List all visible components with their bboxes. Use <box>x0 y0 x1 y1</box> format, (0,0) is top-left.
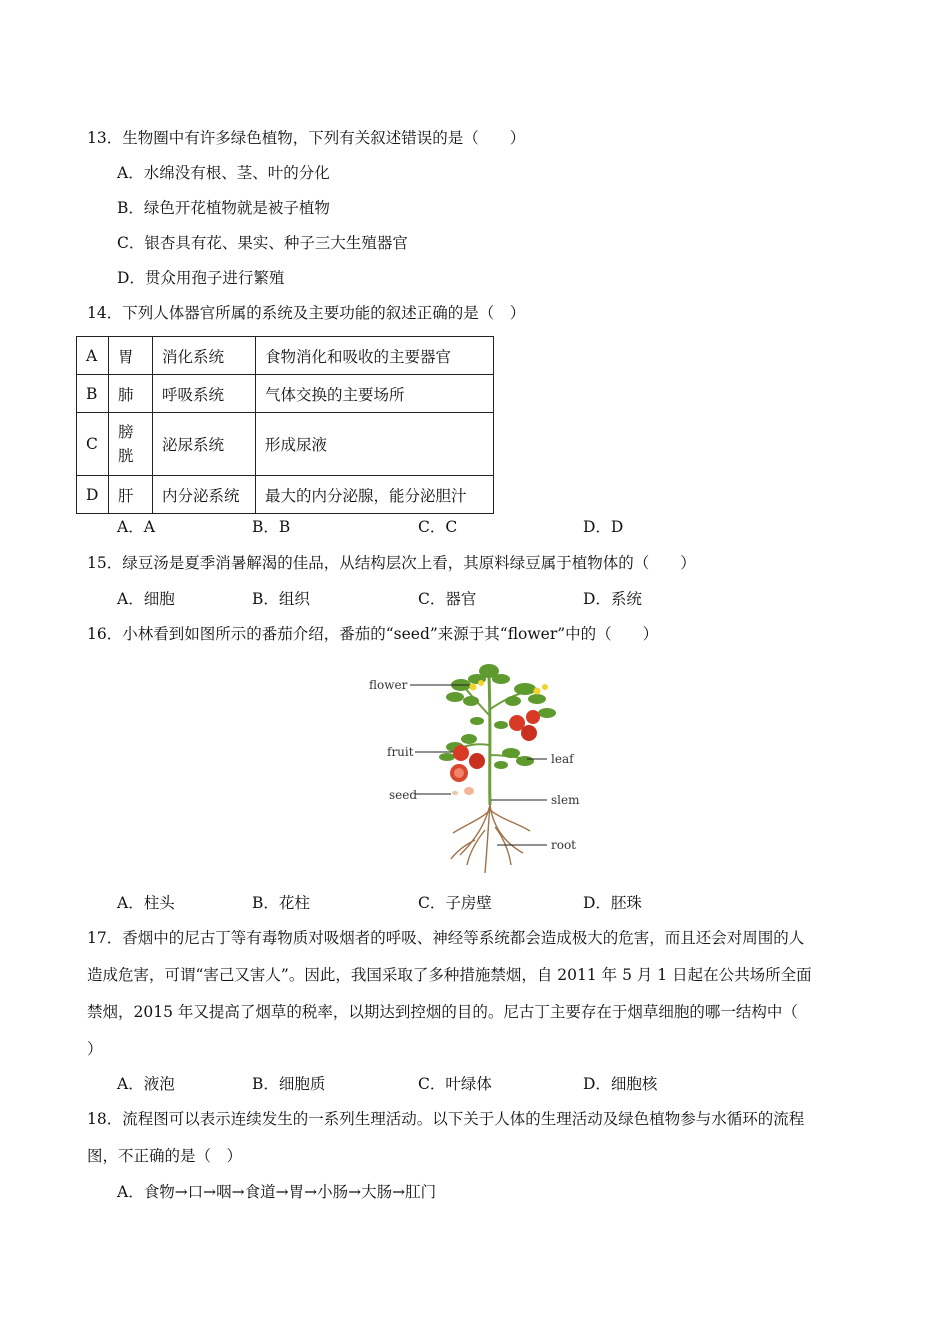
q17-option-b: B．细胞质 <box>252 1075 326 1093</box>
table-cell: 泌尿系统 <box>153 413 256 476</box>
q13-option-c: C．银杏具有花、果实、种子三大生殖器官 <box>117 234 408 252</box>
fruit-label: fruit <box>387 745 414 759</box>
leaf-label: leaf <box>551 752 574 766</box>
table-cell: 肝 <box>109 476 153 514</box>
organ-char: 胱 <box>118 447 134 465</box>
q16-option-b: B．花柱 <box>252 894 310 912</box>
table-cell: 气体交换的主要场所 <box>256 375 494 413</box>
q16-option-c: C．子房壁 <box>418 894 492 912</box>
main-stem <box>489 675 490 805</box>
table-cell: 食物消化和吸收的主要器官 <box>256 337 494 375</box>
q18-option-a: A．食物→口→咽→食道→胃→小肠→大肠→肛门 <box>117 1183 437 1201</box>
table-row <box>77 413 494 476</box>
table-cell <box>109 413 153 476</box>
table-cell: 胃 <box>109 337 153 375</box>
table-cell: 内分泌系统 <box>153 476 256 514</box>
table-cell: 呼吸系统 <box>153 375 256 413</box>
q14-options <box>0 517 950 537</box>
table-row <box>77 337 494 375</box>
q14-option-c: C．C <box>418 518 458 536</box>
q17-line-2: 造成危害，可谓“害己又害人”。因此，我国采取了多种措施禁烟，自 2011 年 5 月 1 日起在公共场所全面 <box>87 966 812 984</box>
table-cell: B <box>77 375 109 413</box>
q18-line-2: 图，不正确的是（ ） <box>87 1147 243 1165</box>
q17-line-3: 禁烟，2015 年又提高了烟草的税率，以期达到控烟的目的。尼古丁主要存在于烟草细胞的哪一结构中（ <box>87 1003 798 1021</box>
q15-option-c: C．器官 <box>418 590 477 608</box>
table-cell: C <box>77 413 109 476</box>
q14-option-d: D．D <box>583 518 624 536</box>
table-cell: 形成尿液 <box>256 413 494 476</box>
q17-option-c: C．叶绿体 <box>418 1075 492 1093</box>
q18-line-1: 18．流程图可以表示连续发生的一系列生理活动。以下关于人体的生理活动及绿色植物参与水循环的流程 <box>87 1110 805 1128</box>
root-label: root <box>551 838 577 852</box>
organ-table <box>76 336 494 514</box>
flower-label: flower <box>369 678 408 692</box>
q13-option-b: B．绿色开花植物就是被子植物 <box>117 199 330 217</box>
q13-option-a: A．水绵没有根、茎、叶的分化 <box>117 164 330 182</box>
q16-option-a: A．柱头 <box>117 894 175 912</box>
q17-option-a: A．液泡 <box>117 1075 175 1093</box>
q14-stem: 14．下列人体器官所属的系统及主要功能的叙述正确的是（ ） <box>87 304 526 322</box>
table-cell: 肺 <box>109 375 153 413</box>
table-row <box>77 476 494 514</box>
q15-option-a: A．细胞 <box>117 590 175 608</box>
q17-line-1: 17．香烟中的尼古丁等有毒物质对吸烟者的呼吸、神经等系统都会造成极大的危害，而且还会对周围的人 <box>87 929 805 947</box>
seeds <box>452 787 474 795</box>
table-row <box>77 375 494 413</box>
q16-options <box>0 893 950 913</box>
q13-stem: 13．生物圈中有许多绿色植物，下列有关叙述错误的是（ ） <box>87 129 526 147</box>
q16-stem: 16．小林看到如图所示的番茄介绍，番茄的“seed”来源于其“flower”中的（ ） <box>87 625 659 643</box>
tomato-plant-diagram <box>369 655 585 880</box>
q13-option-d: D．贯众用孢子进行繁殖 <box>117 269 285 287</box>
q17-line-4: ） <box>87 1040 103 1058</box>
root-system <box>451 805 530 873</box>
flowers <box>470 680 549 695</box>
table-cell: 最大的内分泌腺，能分泌胆汁 <box>256 476 494 514</box>
fruits <box>450 710 540 782</box>
q16-option-d: D．胚珠 <box>583 894 642 912</box>
q14-option-b: B．B <box>252 518 291 536</box>
stem-label: slem <box>551 793 580 807</box>
q17-options <box>0 1074 950 1094</box>
q15-option-d: D．系统 <box>583 590 642 608</box>
table-cell: A <box>77 337 109 375</box>
organ-char: 膀 <box>118 423 134 441</box>
q14-option-a: A．A <box>117 518 155 536</box>
q15-options <box>0 589 950 609</box>
table-cell: 消化系统 <box>153 337 256 375</box>
table-cell: D <box>77 476 109 514</box>
q15-option-b: B．组织 <box>252 590 310 608</box>
q17-option-d: D．细胞核 <box>583 1075 658 1093</box>
q15-stem: 15．绿豆汤是夏季消暑解渴的佳品，从结构层次上看，其原料绿豆属于植物体的（ ） <box>87 554 696 572</box>
seed-label: seed <box>389 788 418 802</box>
